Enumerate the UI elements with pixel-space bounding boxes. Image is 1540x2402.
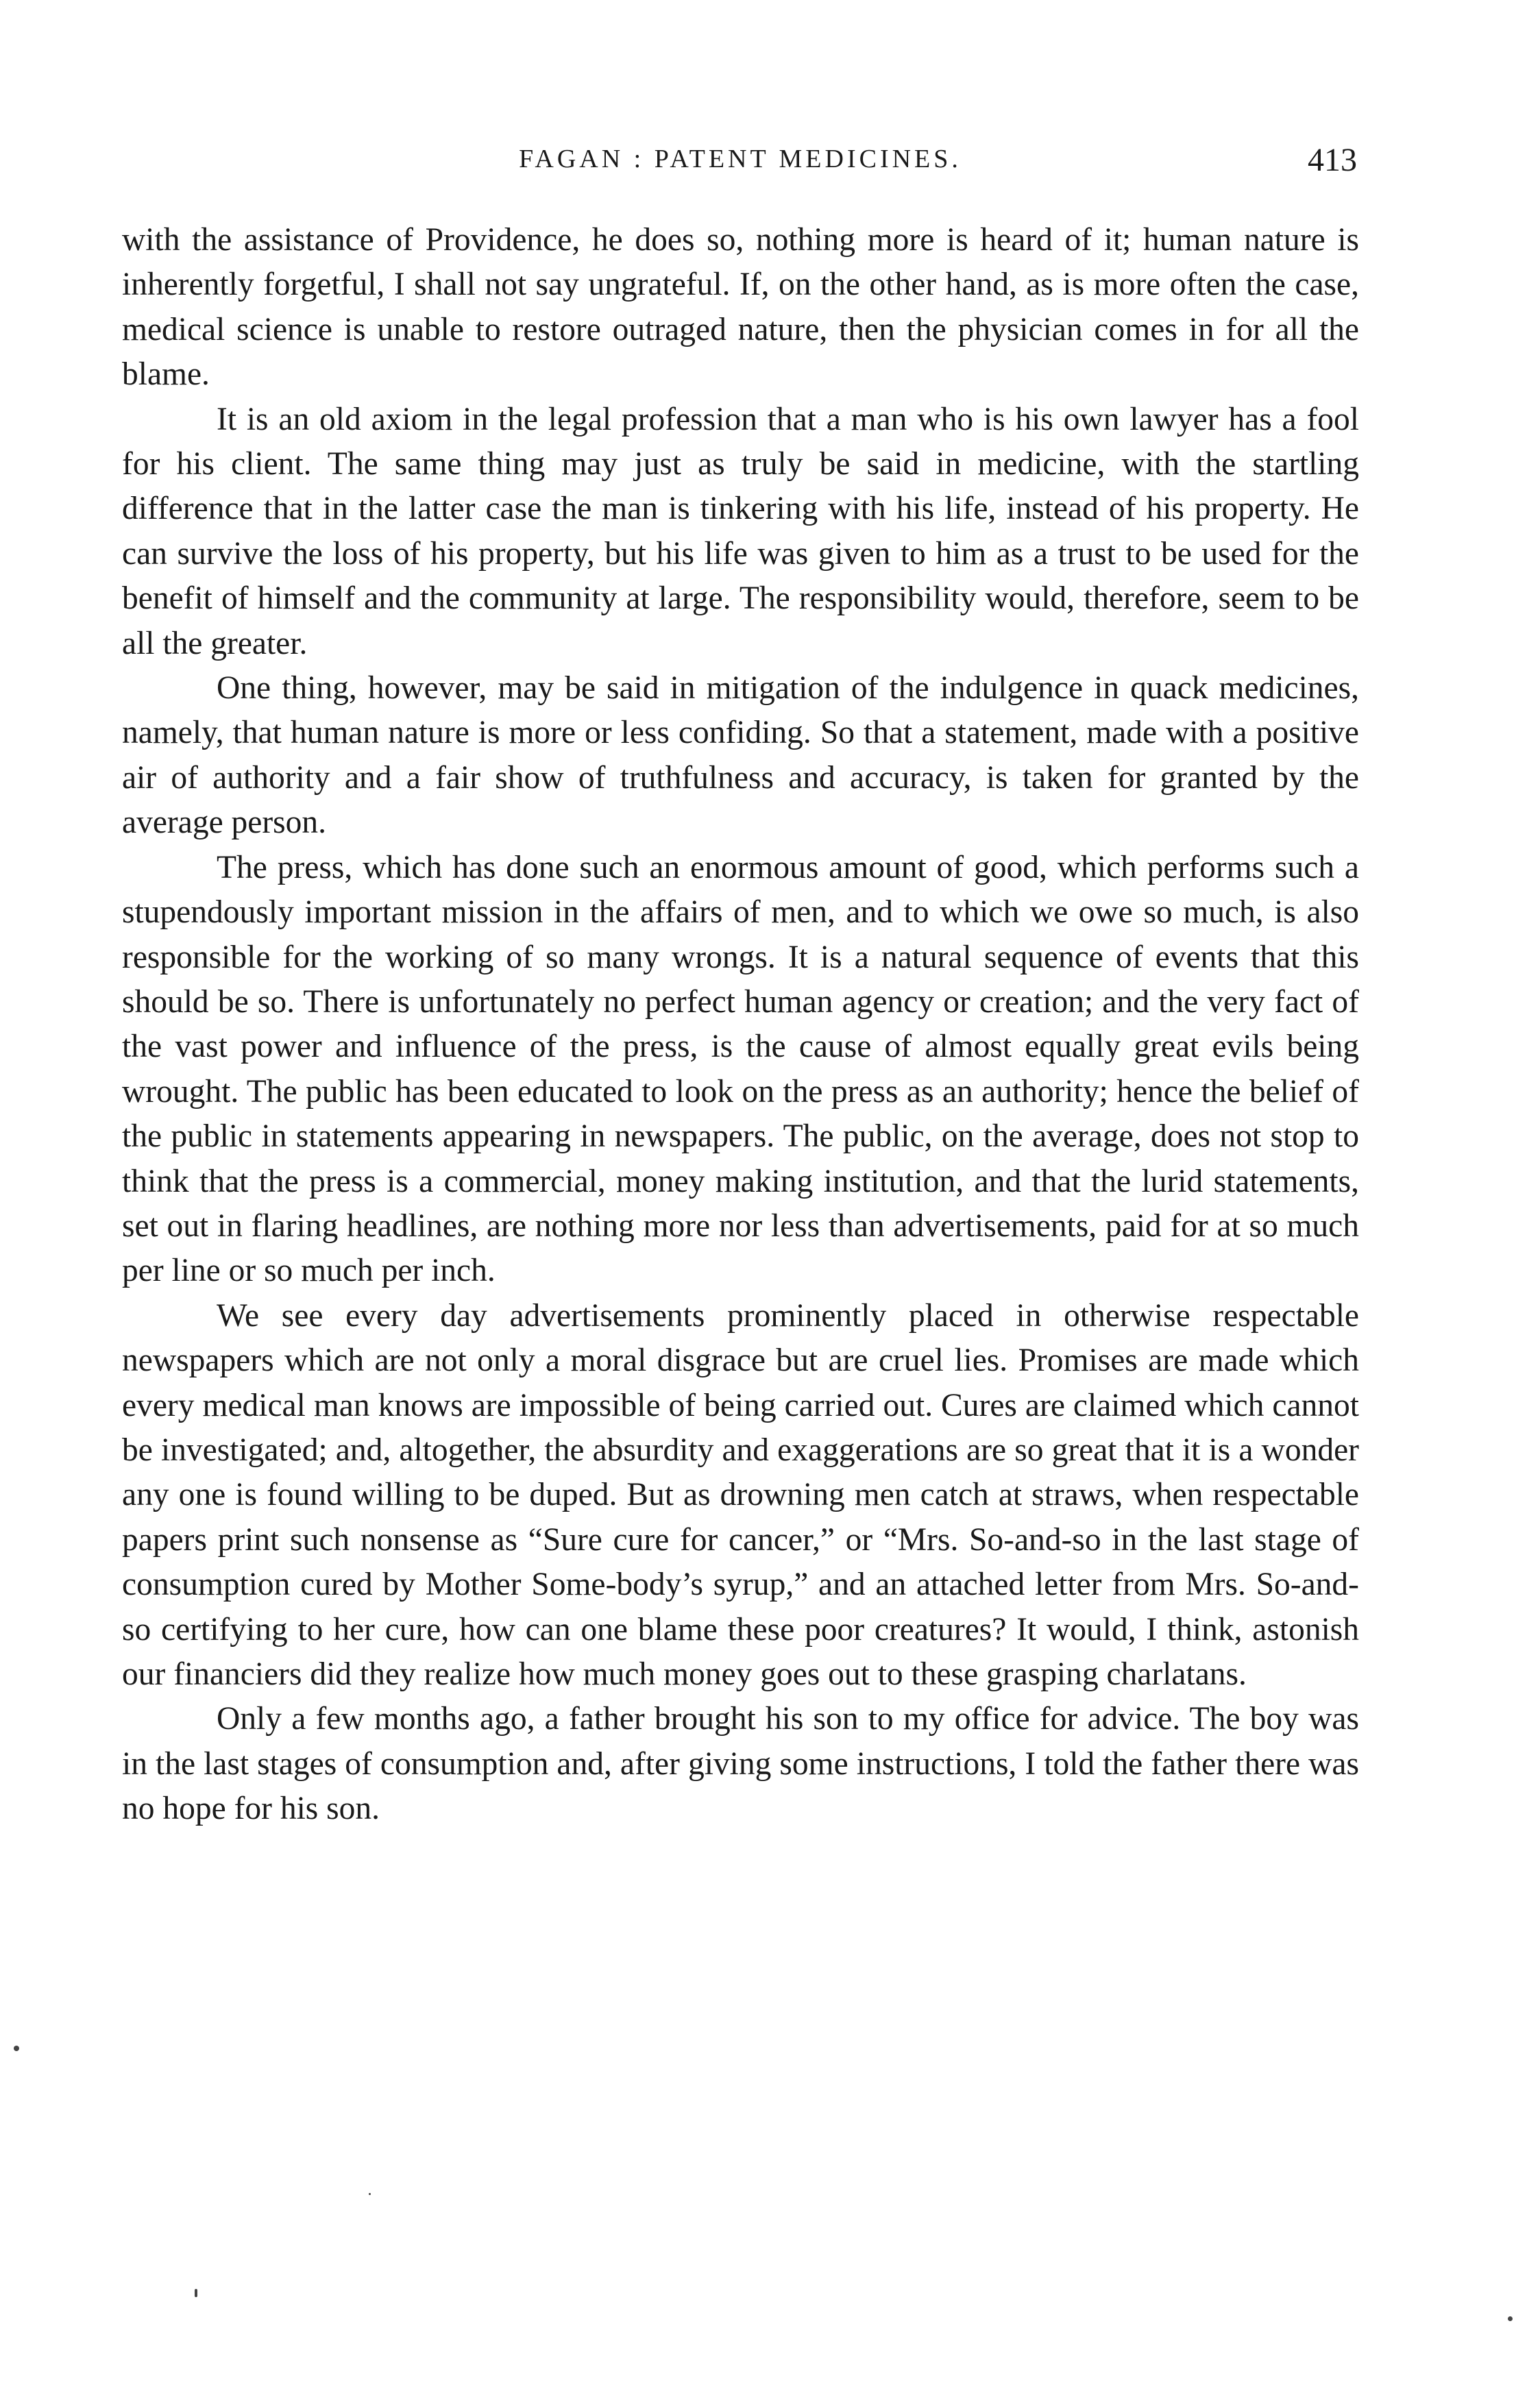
paragraph: with the assistance of Providence, he does so, nothing more is heard of it; human nature is inherently forgetful, I shall not say ungrateful. If, on the other hand, as is more often the case, medical science is unable to restore outraged nature, then the physician comes in for all the blame. xyxy=(122,222,1359,393)
scan-speck xyxy=(369,2193,371,2195)
scan-speck xyxy=(195,2289,197,2297)
scan-speck xyxy=(1508,2316,1513,2321)
scan-speck xyxy=(14,2046,19,2051)
running-title: FAGAN : PATENT MEDICINES. xyxy=(519,145,962,173)
paragraph: We see every day advertisements prominently placed in otherwise respectable newspapers which are not only a moral disgrace but are cruel lies. Promises are made which every medical man knows are impossible of being carried out. Cures are claimed which cannot be investigated; and, altogether, the absurdity and exaggerations are so great that it is a wonder any one is found willing to be duped. But as drowning men catch at straws, when respectable papers print such nonsense as “Sure cure for cancer,” or “Mrs. So-and-so in the last stage of consumption cured by Mother Some-body’s syrup,” and an attached letter from Mrs. So-and-so certifying to her cure, how can one blame these poor creatures? It would, I think, astonish our financiers did they realize how much money goes out to these grasping charlatans. xyxy=(122,1297,1359,1692)
paragraph: It is an old axiom in the legal profession that a man who is his own lawyer has a fool for his client. The same thing may just as truly be said in medicine, with the startling difference that in the latter case the man is tinkering with his life, instead of his property. He can survive the loss of his property, but his life was given to him as a trust to be used for the benefit of himself and the community at large. The responsibility would, therefore, seem to be all the greater. xyxy=(122,401,1359,661)
running-head xyxy=(123,144,1357,192)
page-number: 413 xyxy=(1308,142,1357,178)
paragraph: Only a few months ago, a father brought his son to my office for advice. The boy was in the last stages of consumption and, after giving some instructions, I told the father there was no hope for his son. xyxy=(122,1701,1359,1827)
body-text xyxy=(122,218,1359,1832)
paragraph: The press, which has done such an enormous amount of good, which performs such a stupendously important mission in the affairs of men, and to which we owe so much, is also responsible for the working of so many wrongs. It is a natural sequence of events that this should be so. There is unfortunately no perfect human agency or creation; and the very fact of the vast power and influence of the press, is the cause of almost equally great evils being wrought. The public has been educated to look on the press as an authority; hence the belief of the public in statements appearing in newspapers. The public, on the average, does not stop to think that the press is a commercial, money making institution, and that the lurid statements, set out in flaring headlines, are nothing more nor less than advertisements, paid for at so much per line or so much per inch. xyxy=(122,849,1359,1289)
paragraph: One thing, however, may be said in mitigation of the indulgence in quack medicines, namely, that human nature is more or less confiding. So that a statement, made with a positive air of authority and a fair show of truthfulness and accuracy, is taken for granted by the average person. xyxy=(122,670,1359,841)
